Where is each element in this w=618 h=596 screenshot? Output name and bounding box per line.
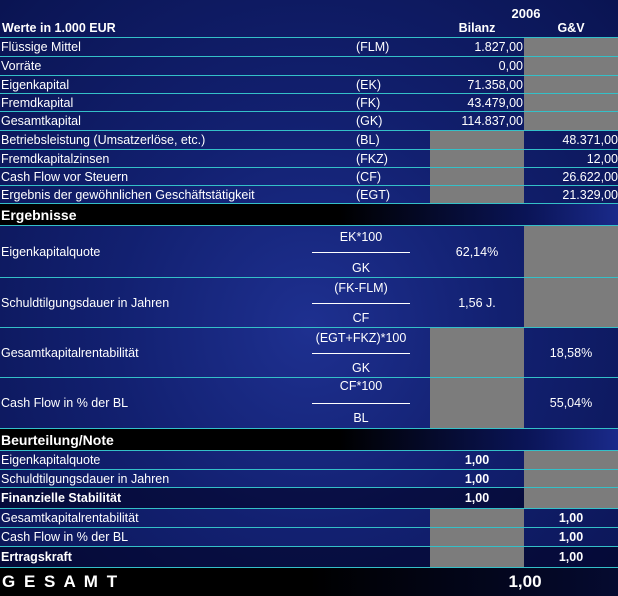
input-cell-bilanz-disabled [430, 186, 524, 203]
input-row-egt [0, 186, 618, 204]
fraction-bar [312, 303, 410, 304]
input-row-vorraete [0, 57, 618, 76]
input-cell-bilanz-disabled [430, 131, 524, 149]
formula-denominator: CF [352, 311, 370, 325]
input-value-guv[interactable]: 48.371,00 [562, 133, 618, 147]
fraction-bar [312, 353, 410, 354]
input-row-fkz [0, 150, 618, 168]
rating-label-subtotal: Ertragskraft [1, 550, 72, 564]
input-label: Betriebsleistung (Umsatzerlöse, etc.) [1, 133, 206, 147]
rating-label: Gesamtkapitalrentabilität [1, 511, 139, 525]
input-cell-guv-disabled [524, 94, 618, 111]
result-cell-guv-disabled [524, 226, 618, 277]
input-label: Fremdkapitalzinsen [1, 151, 110, 166]
input-row-ek [0, 76, 618, 94]
formula-fraction [310, 226, 412, 277]
rating-cell-guv-disabled [524, 451, 618, 469]
result-cell-bilanz-disabled [430, 378, 524, 428]
formula-denominator: GK [351, 261, 371, 275]
input-label: Eigenkapital [1, 77, 70, 92]
input-value-guv[interactable]: 21.329,00 [562, 187, 618, 202]
formula-denominator: GK [351, 361, 371, 375]
input-cell-bilanz-disabled [430, 168, 524, 185]
formula-numerator: (FK-FLM) [334, 281, 388, 295]
result-value-bilanz: 1,56 J. [458, 295, 496, 310]
input-value-bilanz[interactable]: 71.358,00 [467, 77, 523, 92]
header-row [0, 18, 618, 38]
rating-label: Schuldtilgungsdauer in Jahren [1, 471, 170, 486]
result-value-guv: 18,58% [549, 345, 593, 360]
input-value-guv[interactable]: 12,00 [586, 151, 618, 166]
gesamt-row [0, 568, 618, 596]
input-abbr: (FKZ) [356, 151, 388, 166]
result-label: Eigenkapitalquote [1, 244, 101, 259]
rating-row-schuldtilgung [0, 470, 618, 488]
input-row-gk [0, 112, 618, 131]
fraction-bar [312, 403, 410, 404]
input-value-bilanz: 114.837,00 [461, 114, 523, 128]
rating-row-cashflow [0, 528, 618, 547]
rating-value-guv: 1,00 [558, 550, 584, 564]
section-beurteilung [0, 429, 618, 451]
input-value-bilanz[interactable]: 0,00 [498, 59, 523, 73]
input-label: Cash Flow vor Steuern [1, 169, 129, 184]
result-label: Gesamtkapitalrentabilität [1, 345, 139, 360]
rating-row-gkr [0, 509, 618, 528]
result-label: Cash Flow in % der BL [1, 396, 129, 410]
input-cell-bilanz-disabled [430, 150, 524, 167]
input-row-fk [0, 94, 618, 112]
rating-value-bilanz: 1,00 [464, 491, 490, 505]
rating-row-finanzielle-stabilitaet [0, 488, 618, 509]
rating-value-bilanz: 1,00 [464, 471, 490, 486]
result-cell-guv-disabled [524, 278, 618, 327]
formula-denominator: BL [353, 411, 369, 425]
formula-numerator: EK*100 [339, 230, 383, 244]
input-abbr: (FLM) [356, 40, 390, 54]
header-year-row [0, 0, 618, 20]
rating-cell-bilanz-disabled [430, 509, 524, 527]
result-value-guv: 55,04% [549, 396, 593, 410]
rating-label: Eigenkapitalquote [1, 453, 101, 467]
result-row-cashflow [0, 378, 618, 429]
section-title: Ergebnisse [1, 206, 77, 223]
input-abbr: (EGT) [356, 187, 391, 202]
input-label: Fremdkapital [1, 95, 74, 110]
input-label: Flüssige Mittel [1, 40, 81, 54]
input-abbr: (EK) [356, 77, 381, 92]
input-value-bilanz[interactable]: 1.827,00 [474, 40, 523, 54]
header-year: 2006 [511, 5, 541, 21]
input-label: Gesamtkapital [1, 114, 81, 128]
rating-row-ekq [0, 451, 618, 470]
formula-numerator: CF*100 [339, 379, 383, 393]
formula-fraction [310, 378, 412, 428]
input-abbr: (BL) [356, 133, 380, 147]
input-value-guv[interactable]: 26.622,00 [562, 169, 618, 184]
header-col-bilanz: Bilanz [458, 20, 496, 35]
input-label: Ergebnis der gewöhnlichen Geschäftstätigkeit [1, 187, 255, 202]
input-abbr: (FK) [356, 95, 381, 110]
rating-label-subtotal: Finanzielle Stabilität [1, 491, 122, 505]
header-col-guv: G&V [557, 20, 585, 35]
result-value-bilanz: 62,14% [455, 244, 499, 259]
rating-value-guv: 1,00 [558, 511, 584, 525]
formula-numerator: (EGT+FKZ)*100 [315, 331, 407, 345]
input-cell-guv-disabled [524, 76, 618, 93]
rating-label: Cash Flow in % der BL [1, 530, 129, 544]
result-row-gkr [0, 328, 618, 378]
rating-cell-bilanz-disabled [430, 547, 524, 567]
result-row-ekq [0, 226, 618, 278]
section-ergebnisse [0, 204, 618, 226]
input-abbr: (CF) [356, 169, 381, 184]
input-cell-guv-disabled [524, 57, 618, 75]
rating-cell-guv-disabled [524, 488, 618, 508]
formula-fraction [310, 328, 412, 377]
result-cell-bilanz-disabled [430, 328, 524, 377]
rating-value-bilanz: 1,00 [464, 453, 490, 467]
input-abbr: (GK) [356, 114, 383, 128]
fraction-bar [312, 252, 410, 253]
input-row-flm [0, 38, 618, 57]
rating-value-guv: 1,00 [558, 530, 584, 544]
input-cell-guv-disabled [524, 112, 618, 130]
header-units: Werte in 1.000 EUR [2, 20, 116, 35]
input-label: Vorräte [1, 59, 42, 73]
input-value-bilanz[interactable]: 43.479,00 [467, 95, 523, 110]
rating-cell-bilanz-disabled [430, 528, 524, 546]
gesamt-label: G E S A M T [2, 572, 120, 591]
input-row-cf [0, 168, 618, 186]
input-row-bl [0, 131, 618, 150]
section-title: Beurteilung/Note [1, 431, 114, 448]
rating-row-ertragskraft [0, 547, 618, 568]
input-cell-guv-disabled [524, 38, 618, 56]
gesamt-value: 1,00 [508, 572, 542, 591]
formula-fraction [310, 278, 412, 327]
rating-cell-guv-disabled [524, 470, 618, 487]
result-label: Schuldtilgungsdauer in Jahren [1, 295, 170, 310]
result-row-schuldtilgung [0, 278, 618, 328]
